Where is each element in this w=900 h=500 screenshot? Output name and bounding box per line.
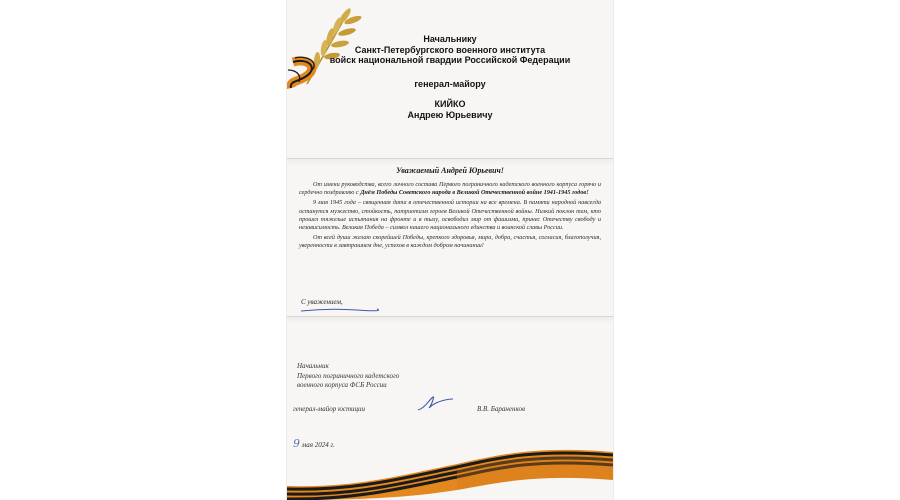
signatory-line2: Первого пограничного кадетского	[297, 371, 400, 380]
addressee-rank: генерал-майору	[414, 79, 486, 89]
signatory-line3: военного корпуса ФСБ России	[297, 381, 387, 389]
addressee-name-block	[287, 99, 613, 120]
closing-phrase: С уважением,	[301, 298, 343, 306]
signatory-name: В.В. Бараненков	[477, 405, 526, 413]
addressee-line2: Санкт-Петербургского военного института	[354, 44, 546, 55]
handwritten-signature	[415, 394, 455, 414]
addressee-header	[287, 34, 613, 66]
date-day-handwritten: 9	[293, 437, 300, 450]
fold-shadow	[287, 158, 613, 166]
addressee-name: Андрею Юрьевичу	[407, 109, 493, 120]
fold-shadow-2	[287, 316, 613, 324]
paper-fold	[287, 158, 613, 159]
signatory-block	[297, 362, 399, 391]
bottom-ribbon	[287, 436, 613, 500]
paragraph-2: 9 мая 1945 года – священная дата в отечественной истории на все времена. В памяти народной навсегда останутся мужество, стойкость, патриотизм героев Великой Отечественной войны. Низкий поклон тем, кто прошел тяжелые испытания на фронте и в тылу, освободил мир от фашизма, принес Отечеству свободу и независимость. Великая Победа – символ нашего национального единства и воинской славы России.	[299, 199, 601, 232]
signatory-rank: генерал-майор юстиции	[293, 405, 366, 413]
paper-fold-2	[287, 316, 613, 317]
date-rest: мая 2024 г.	[300, 441, 335, 449]
st-george-ribbon-bottom	[287, 450, 613, 500]
letter-body	[299, 181, 601, 253]
letter-sheet	[287, 0, 613, 500]
addressee-line3: войск национальной гвардии Российской Федерации	[329, 55, 571, 65]
paragraph-3: От всей души желаю скорейшей Победы, крепкого здоровья, мира, добра, счастья, согласия, благополучия, уверенности в завтрашнем дне, успехов в каждом добром начинании!	[299, 234, 601, 250]
paragraph-1	[299, 181, 601, 197]
greeting: Уважаемый Андрей Юрьевич!	[396, 166, 504, 175]
paragraph-1-bold: Днём Победы Советского народа в Великой Отечественной войне 1941-1945 годов!	[360, 189, 589, 197]
closing-underline-stroke	[299, 306, 379, 314]
signatory-line1: Начальник	[297, 362, 329, 370]
addressee-line1: Начальнику	[423, 34, 477, 44]
paragraph-1-text: От имени руководства, всего личного состава Первого пограничного кадетского военного корпуса горячо и сердечно поздравляю с	[299, 181, 601, 197]
addressee-surname: КИЙКО	[434, 99, 466, 109]
addressee-rank-block	[287, 79, 613, 90]
